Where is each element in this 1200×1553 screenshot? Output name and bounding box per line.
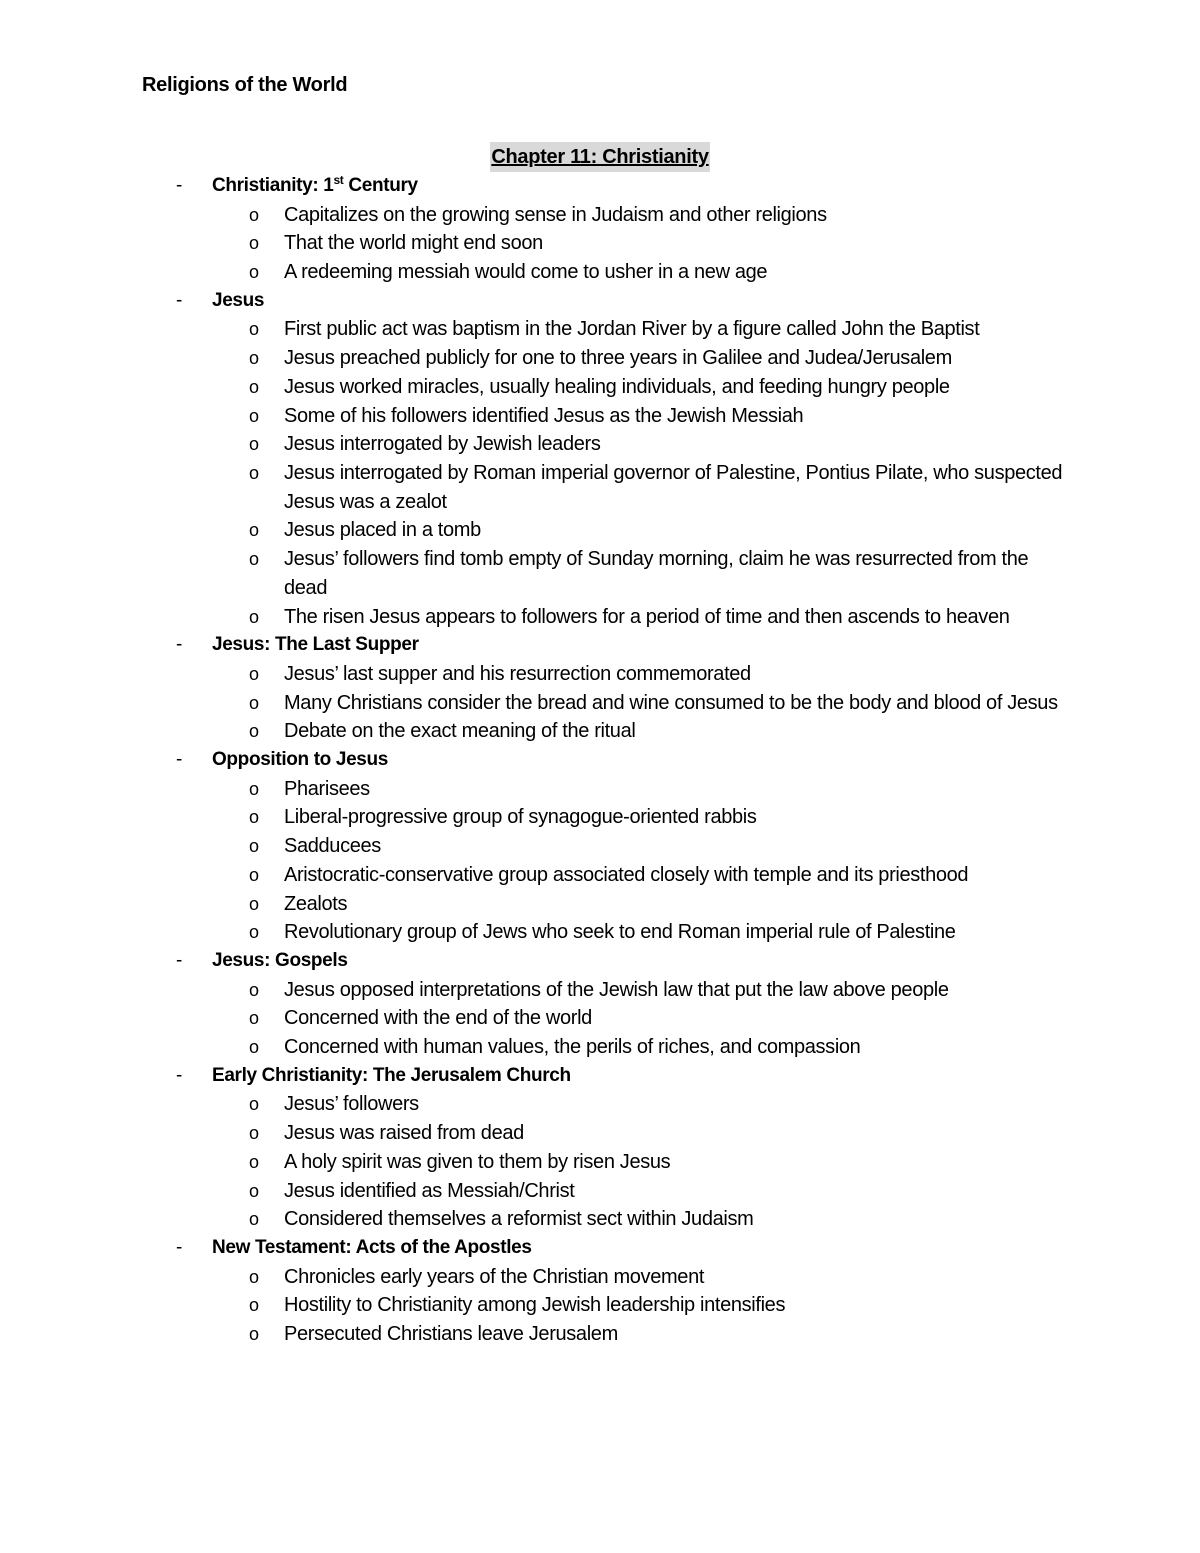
section-title-text: Jesus: [212, 289, 265, 311]
list-item: [0, 1263, 1200, 1292]
list-item-text: Pharisees: [284, 777, 370, 800]
circle-bullet: o: [249, 1295, 259, 1316]
section-title-text: Jesus: The Last Supper: [212, 634, 419, 656]
chapter-heading: Chapter 11: Christianity: [490, 142, 709, 172]
list-item: [0, 1004, 1200, 1033]
section-heading-row: [0, 287, 1200, 316]
sub-item-list: [0, 660, 1200, 746]
circle-bullet: o: [249, 692, 259, 713]
list-item: [0, 976, 1200, 1005]
circle-bullet: o: [249, 893, 259, 914]
circle-bullet: o: [249, 1266, 259, 1287]
sub-item-list: [0, 976, 1200, 1062]
list-item-text: Jesus interrogated by Roman imperial governor of Palestine, Pontius Pilate, who suspected Jesus was a zealot: [284, 462, 1063, 513]
circle-bullet: o: [249, 807, 259, 828]
circle-bullet: o: [249, 864, 259, 885]
section-heading-row: [0, 172, 1200, 201]
list-item: [0, 1033, 1200, 1062]
list-item-text: Jesus placed in a tomb: [284, 519, 481, 542]
list-item: [0, 373, 1200, 402]
list-item-text: First public act was baptism in the Jordan River by a figure called John the Baptist: [284, 318, 980, 341]
outline-section: [0, 287, 1200, 631]
list-item-text: A holy spirit was given to them by risen Jesus: [284, 1150, 671, 1173]
circle-bullet: o: [249, 233, 259, 254]
list-item: [0, 1148, 1200, 1177]
circle-bullet: o: [249, 1324, 259, 1345]
list-item: [0, 832, 1200, 861]
list-item-text: Jesus interrogated by Jewish leaders: [284, 433, 601, 456]
list-item-text: Jesus’ followers find tomb empty of Sunday morning, claim he was resurrected from the dead: [284, 548, 1029, 599]
list-item: [0, 1177, 1200, 1206]
circle-bullet: o: [249, 1180, 259, 1201]
sub-item-list: [0, 1263, 1200, 1349]
outline-section: [0, 172, 1200, 287]
section-title-suffix: Century: [343, 175, 418, 196]
list-item: [0, 402, 1200, 431]
circle-bullet: o: [249, 979, 259, 1000]
list-item-text: Aristocratic-conservative group associated closely with temple and its priesthood: [284, 863, 969, 886]
list-item: [0, 890, 1200, 919]
list-item: [0, 315, 1200, 344]
circle-bullet: o: [249, 319, 259, 340]
circle-bullet: o: [249, 1008, 259, 1029]
sub-item-list: [0, 775, 1200, 947]
list-item: [0, 201, 1200, 230]
section-heading-row: [0, 631, 1200, 660]
circle-bullet: o: [249, 606, 259, 627]
list-item: [0, 229, 1200, 258]
sub-item-list: [0, 201, 1200, 287]
circle-bullet: o: [249, 1094, 259, 1115]
list-item: [0, 689, 1200, 718]
circle-bullet: o: [249, 778, 259, 799]
outline-section: [0, 947, 1200, 1062]
list-item: [0, 803, 1200, 832]
dash-bullet: -: [176, 949, 183, 971]
list-item-text: A redeeming messiah would come to usher in a new age: [284, 261, 768, 284]
section-title-text: Christianity: 1: [212, 175, 334, 196]
circle-bullet: o: [249, 405, 259, 426]
list-item-text: Jesus worked miracles, usually healing individuals, and feeding hungry people: [284, 375, 950, 398]
list-item-text: That the world might end soon: [284, 232, 543, 255]
circle-bullet: o: [249, 262, 259, 283]
section-title: [212, 287, 264, 316]
circle-bullet: o: [249, 1037, 259, 1058]
circle-bullet: o: [249, 663, 259, 684]
section-title: [212, 947, 348, 976]
circle-bullet: o: [249, 348, 259, 369]
list-item: [0, 1090, 1200, 1119]
list-item: [0, 258, 1200, 287]
outline-section: [0, 631, 1200, 746]
list-item: [0, 1119, 1200, 1148]
section-title: [212, 1062, 571, 1091]
list-item-text: Capitalizes on the growing sense in Judaism and other religions: [284, 203, 827, 226]
dash-bullet: -: [176, 749, 183, 771]
list-item-text: Revolutionary group of Jews who seek to end Roman imperial rule of Palestine: [284, 921, 956, 944]
list-item-text: Sadducees: [284, 835, 381, 858]
outline-section: [0, 746, 1200, 947]
circle-bullet: o: [249, 434, 259, 455]
list-item: [0, 459, 1200, 516]
circle-bullet: o: [249, 463, 259, 483]
section-heading-row: [0, 947, 1200, 976]
sub-item-list: [0, 315, 1200, 631]
list-item-text: Jesus was raised from dead: [284, 1122, 524, 1145]
circle-bullet: o: [249, 836, 259, 857]
list-item-text: Jesus identified as Messiah/Christ: [284, 1179, 575, 1202]
list-item: [0, 1320, 1200, 1349]
list-item-text: Persecuted Christians leave Jerusalem: [284, 1323, 618, 1346]
list-item: [0, 430, 1200, 459]
list-item-text: Jesus opposed interpretations of the Jewish law that put the law above people: [284, 978, 949, 1001]
list-item: [0, 1205, 1200, 1234]
document-title: Religions of the World: [142, 74, 348, 96]
dash-bullet: -: [176, 634, 183, 656]
section-title-text: New Testament: Acts of the Apostles: [212, 1236, 532, 1258]
list-item: [0, 861, 1200, 890]
section-title: [212, 1234, 532, 1263]
list-item: [0, 545, 1200, 602]
list-item-text: Jesus’ last supper and his resurrection commemorated: [284, 662, 751, 685]
section-heading-row: [0, 1062, 1200, 1091]
section-title-text: Jesus: Gospels: [212, 949, 348, 971]
section-heading-row: [0, 746, 1200, 775]
section-title-text: Early Christianity: The Jerusalem Church: [212, 1064, 571, 1086]
list-item-text: Chronicles early years of the Christian movement: [284, 1265, 705, 1288]
sub-item-list: [0, 1090, 1200, 1234]
section-title: [212, 631, 419, 660]
circle-bullet: o: [249, 549, 259, 570]
section-title-text: Opposition to Jesus: [212, 749, 388, 771]
dash-bullet: -: [176, 289, 183, 311]
list-item: [0, 775, 1200, 804]
list-item-text: The risen Jesus appears to followers for a period of time and then ascends to heaven: [284, 605, 1010, 628]
outline-section: [0, 1234, 1200, 1349]
circle-bullet: o: [249, 1209, 259, 1230]
dash-bullet: -: [176, 1064, 183, 1086]
circle-bullet: o: [249, 922, 259, 943]
list-item: [0, 660, 1200, 689]
list-item-text: Hostility to Christianity among Jewish leadership intensifies: [284, 1294, 786, 1317]
circle-bullet: o: [249, 520, 259, 541]
list-item-text: Considered themselves a reformist sect within Judaism: [284, 1208, 754, 1231]
list-item-text: Concerned with the end of the world: [284, 1007, 592, 1030]
list-item: [0, 516, 1200, 545]
list-item-text: Many Christians consider the bread and wine consumed to be the body and blood of Jesus: [284, 691, 1058, 714]
outline-section: [0, 1062, 1200, 1234]
list-item-text: Jesus’ followers: [284, 1093, 419, 1116]
dash-bullet: -: [176, 175, 183, 196]
chapter-heading-wrapper: [0, 142, 1200, 172]
section-heading-row: [0, 1234, 1200, 1263]
circle-bullet: o: [249, 204, 259, 225]
list-item-text: Debate on the exact meaning of the ritual: [284, 720, 636, 743]
circle-bullet: o: [249, 376, 259, 397]
list-item: [0, 717, 1200, 746]
circle-bullet: o: [249, 721, 259, 742]
outline-list: [0, 172, 1200, 1349]
list-item-text: Jesus preached publicly for one to three years in Galilee and Judea/Jerusalem: [284, 347, 952, 370]
list-item-text: Concerned with human values, the perils of riches, and compassion: [284, 1036, 861, 1059]
list-item-text: Some of his followers identified Jesus as the Jewish Messiah: [284, 404, 804, 427]
list-item: [0, 1291, 1200, 1320]
circle-bullet: o: [249, 1151, 259, 1172]
section-title-superscript: st: [333, 173, 344, 187]
list-item: [0, 603, 1200, 632]
list-item: [0, 344, 1200, 373]
circle-bullet: o: [249, 1123, 259, 1144]
list-item-text: Liberal-progressive group of synagogue-oriented rabbis: [284, 806, 757, 829]
list-item: [0, 918, 1200, 947]
list-item-text: Zealots: [284, 892, 348, 915]
dash-bullet: -: [176, 1236, 183, 1258]
section-title: [212, 746, 388, 775]
section-title: [212, 172, 418, 201]
